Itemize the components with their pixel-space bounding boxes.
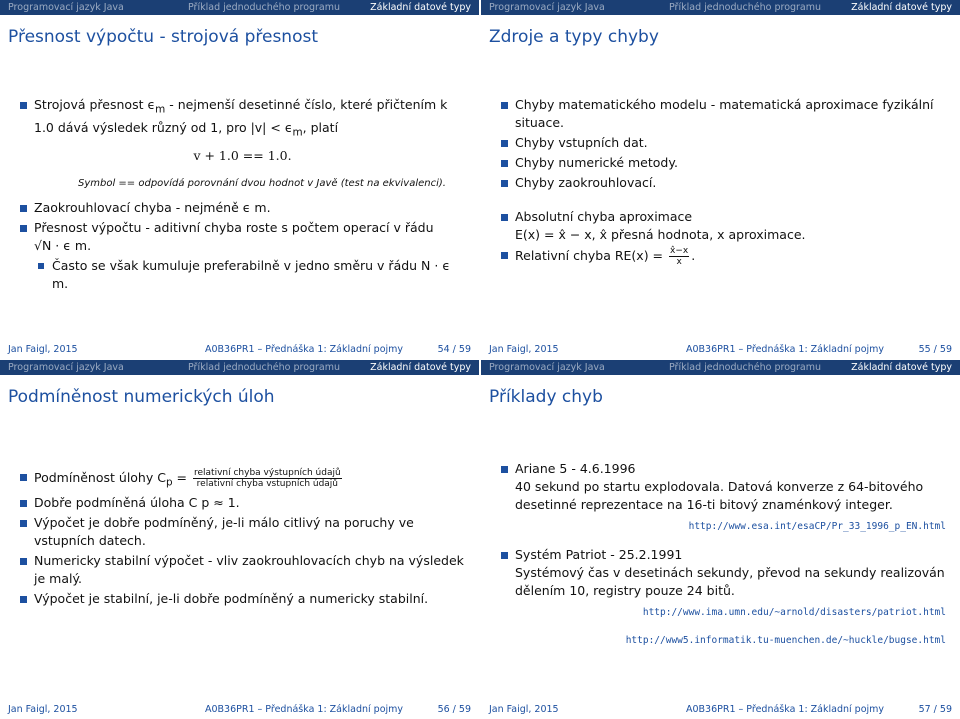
bullet-icon — [38, 263, 44, 269]
footer — [0, 341, 479, 359]
list-item: Numericky stabilní výpočet - vliv zaokrouhlovacích chyb na výsledek je malý. — [20, 552, 465, 588]
nav-section[interactable]: Příklad jednoduchého programu — [188, 362, 341, 373]
slide-55 — [481, 0, 960, 359]
slide-title: Přesnost výpočtu - strojová přesnost — [8, 27, 318, 47]
list-item: Podmíněnost úlohy $C_p$ = $\frac{\text{relativní chyba výstupních údajů}}{\text{relativní chyba vstupních údajů}}$ — [20, 468, 465, 492]
sqrt-symbol: √ — [34, 238, 42, 253]
list-item: Přesnost výpočtu - aditivní chyba roste s počtem operací v řádu √N · ϵ m. — [20, 219, 465, 255]
link-patriot[interactable]: http://www.ima.umn.edu/~arnold/disasters/patriot.html — [642, 607, 946, 618]
bullet-icon — [501, 466, 508, 473]
footer-author: Jan Faigl, 2015 — [8, 344, 78, 355]
nav-bar — [481, 0, 960, 15]
list-item: Zaokrouhlovací chyba - nejméně ϵ m. — [20, 199, 465, 217]
nav-course[interactable]: Programovací jazyk Java — [8, 2, 124, 13]
slide-54 — [0, 0, 479, 359]
bullet-icon — [501, 160, 508, 167]
list-item: Systém Patriot - 25.2.1991 Systémový čas v desetinách sekundy, převod na sekundy realizován dělením 10, registry pouze 24 bitů. — [501, 546, 946, 600]
list-item: Absolutní chyba aproximace E(x) = x̂ − x, x̂ přesná hodnota, x aproximace. — [501, 208, 946, 244]
footer — [481, 341, 960, 359]
list-item: Chyby matematického modelu - matematická aproximace fyzikální situace. — [501, 96, 946, 132]
bullet-icon — [20, 558, 27, 565]
footer-lecture: A0B36PR1 – Přednáška 1: Základní pojmy — [205, 704, 404, 715]
nav-course[interactable]: Programovací jazyk Java — [489, 362, 605, 373]
link-ariane[interactable]: http://www.esa.int/esaCP/Pr_33_1996_p_EN.html — [688, 521, 946, 532]
list-item: Výpočet je stabilní, je-li dobře podmíněný a numericky stabilní. — [20, 590, 465, 608]
nav-topic[interactable]: Základní datové typy — [851, 2, 952, 13]
nav-section[interactable]: Příklad jednoduchého programu — [188, 2, 341, 13]
list-item: Chyby vstupních dat. — [501, 134, 946, 152]
fraction: $\frac{\text{relativní chyba výstupních údajů}}{\text{relativní chyba vstupních údajů}}$ — [194, 468, 341, 489]
list-item: Chyby numerické metody. — [501, 154, 946, 172]
bullet-icon — [501, 180, 508, 187]
footer-lecture: A0B36PR1 – Přednáška 1: Základní pojmy — [686, 344, 885, 355]
list-item: Chyby zaokrouhlovací. — [501, 174, 946, 192]
footer — [0, 701, 479, 719]
footer-author: Jan Faigl, 2015 — [489, 344, 559, 355]
page-number: 56 / 59 — [437, 704, 471, 715]
page-number: 55 / 59 — [918, 344, 952, 355]
list-item: Ariane 5 - 4.6.1996 40 sekund po startu explodovala. Datová konverze z 64-bitového desetinné reprezentace na 16-ti bitový znaménkový integer. — [501, 460, 946, 514]
footer — [481, 701, 960, 719]
nav-bar — [0, 360, 479, 375]
bullet-icon — [20, 596, 27, 603]
bullet-icon — [20, 225, 27, 232]
nav-topic[interactable]: Základní datové typy — [370, 2, 471, 13]
footer-lecture: A0B36PR1 – Přednáška 1: Základní pojmy — [205, 344, 404, 355]
note-text: Symbol == odpovídá porovnání dvou hodnot v Javě (test na ekvivalenci). — [78, 178, 446, 189]
list-item: Relativní chyba RE(x) = $\frac{x̂-x}{x}$ . — [501, 246, 946, 267]
bullet-icon — [20, 474, 27, 481]
footer-lecture: A0B36PR1 – Přednáška 1: Základní pojmy — [686, 704, 885, 715]
slide-title: Podmíněnost numerických úloh — [8, 387, 275, 407]
bullet-icon — [501, 102, 508, 109]
slide-56 — [0, 360, 479, 719]
condition-formula: v + 1.0 == 1.0. — [193, 148, 292, 163]
bullet-icon — [20, 102, 27, 109]
nav-section[interactable]: Příklad jednoduchého programu — [669, 362, 822, 373]
slide-title: Příklady chyb — [489, 387, 603, 407]
nav-bar — [0, 0, 479, 15]
list-item: Strojová přesnost $\epsilon_m$ - nejmenší desetinné číslo, které přičtením k 1.0 dává výsledek různý od 1, pro $|v| < \epsilon_m$, platí — [20, 96, 465, 141]
page-number: 57 / 59 — [918, 704, 952, 715]
bullet-icon — [501, 140, 508, 147]
page-number: 54 / 59 — [437, 344, 471, 355]
link-bugse[interactable]: http://www5.informatik.tu-muenchen.de/~huckle/bugse.html — [625, 635, 946, 646]
nav-bar — [481, 360, 960, 375]
bullet-icon — [20, 205, 27, 212]
nav-topic[interactable]: Základní datové typy — [851, 362, 952, 373]
bullet-icon — [501, 552, 508, 559]
bullet-icon — [20, 520, 27, 527]
bullet-icon — [501, 214, 508, 221]
slide-57 — [481, 360, 960, 719]
nav-course[interactable]: Programovací jazyk Java — [489, 2, 605, 13]
nav-topic[interactable]: Základní datové typy — [370, 362, 471, 373]
nav-course[interactable]: Programovací jazyk Java — [8, 362, 124, 373]
bullet-icon — [20, 500, 27, 507]
bullet-icon — [501, 252, 508, 259]
list-item: Dobře podmíněná úloha C p ≈ 1. — [20, 494, 465, 512]
nav-section[interactable]: Příklad jednoduchého programu — [669, 2, 822, 13]
slide-title: Zdroje a typy chyby — [489, 27, 659, 47]
sub-list-item: Často se však kumuluje preferabilně v jedno směru v řádu N · ϵ m. — [20, 257, 465, 293]
footer-author: Jan Faigl, 2015 — [8, 704, 78, 715]
list-item: Výpočet je dobře podmíněný, je-li málo citlivý na poruchy ve vstupních datech. — [20, 514, 465, 550]
fraction: $\frac{x̂-x}{x}$ — [670, 246, 689, 267]
footer-author: Jan Faigl, 2015 — [489, 704, 559, 715]
